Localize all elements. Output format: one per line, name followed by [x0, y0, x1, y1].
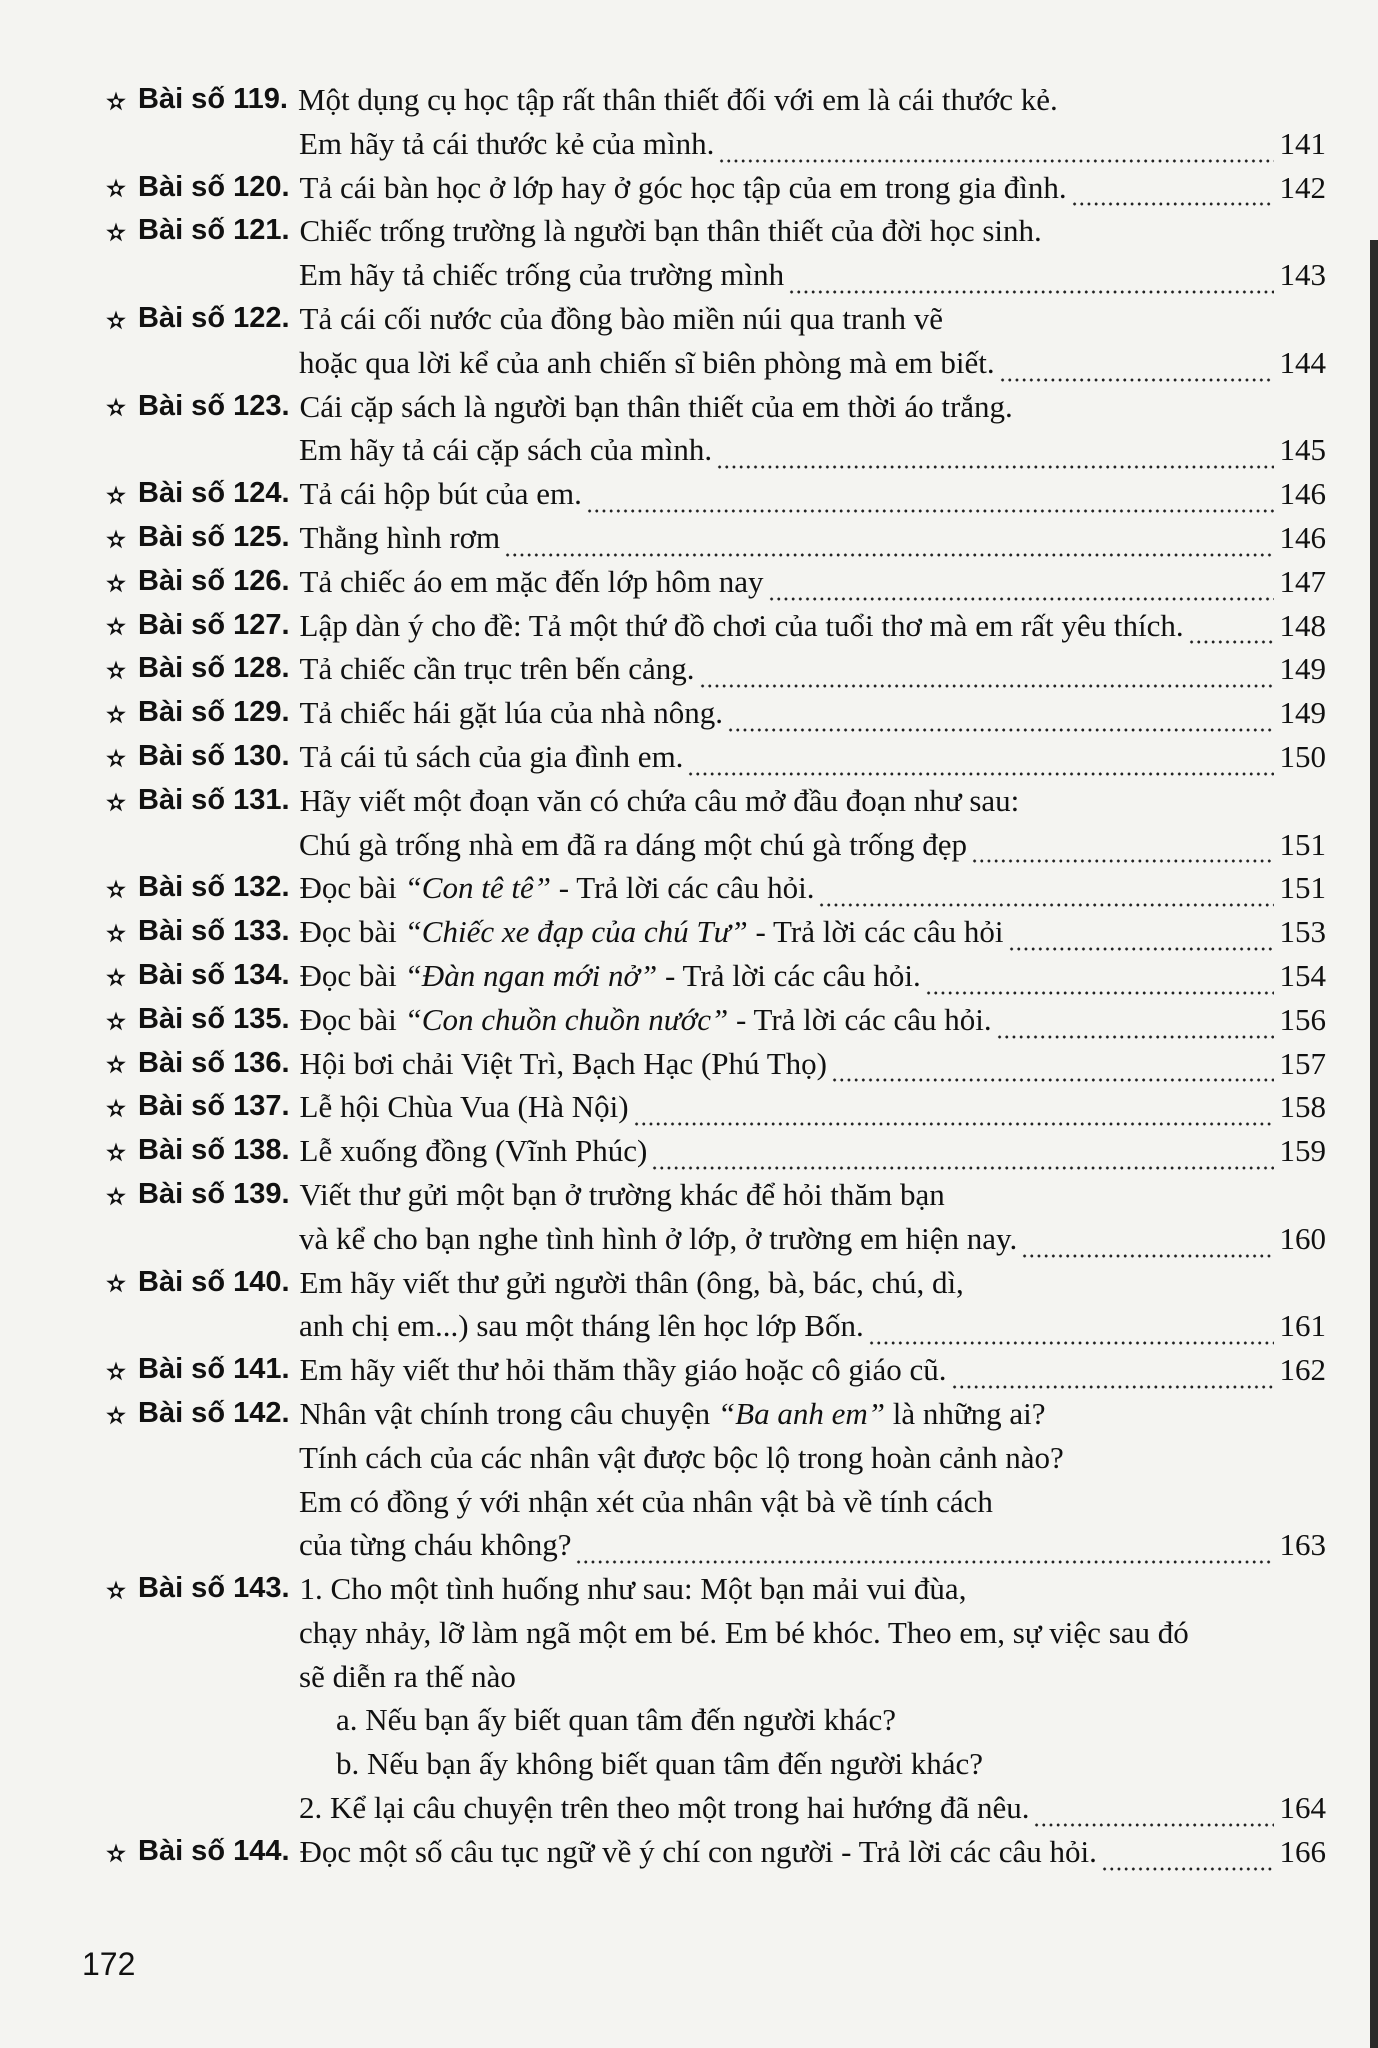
toc-entry-title: Em có đồng ý với nhận xét của nhân vật bà về tính cách	[299, 1483, 993, 1519]
toc-entry-title: Tính cách của các nhân vật được bộc lộ trong hoàn cảnh nào?	[299, 1439, 1064, 1475]
toc-entry-title: Tả cái cối nước của đồng bào miền núi qua tranh vẽ	[299, 300, 944, 336]
toc-entry-title: 1. Cho một tình huống như sau: Một bạn mải vui đùa,	[299, 1571, 967, 1607]
flower-bullet-icon	[104, 703, 128, 727]
dot-leader	[768, 568, 1274, 604]
toc-entry	[104, 166, 1326, 210]
toc-line	[104, 1742, 1326, 1786]
toc-line	[104, 1611, 1326, 1655]
toc-entry	[104, 1173, 1326, 1261]
toc-line	[104, 1480, 1326, 1524]
toc-entry-title: Em hãy tả cái thước kẻ của mình.	[299, 125, 715, 161]
toc-entry-label: Bài số 132.	[138, 871, 290, 904]
toc-entry-label: Bài số 120.	[138, 170, 290, 203]
toc-entry	[104, 1261, 1326, 1349]
toc-entry	[104, 472, 1326, 516]
toc-entry-title: Nhân vật chính trong câu chuyện “Ba anh em” là những ai?	[299, 1395, 1046, 1431]
dot-leader	[1101, 1838, 1274, 1874]
toc-page-number: 161	[1279, 1308, 1326, 1344]
page-number: 172	[82, 1946, 136, 1982]
toc-line	[104, 78, 1326, 122]
toc-entry	[104, 604, 1326, 648]
toc-line	[104, 385, 1326, 429]
toc-line	[104, 1567, 1326, 1611]
toc-entry-label: Bài số 143.	[138, 1572, 290, 1605]
toc-line	[104, 866, 1326, 910]
dot-leader	[716, 436, 1274, 472]
toc-entry-title: chạy nhảy, lỡ làm ngã một em bé. Em bé khóc. Theo em, sự việc sau đó	[299, 1614, 1189, 1650]
toc-entry-label: Bài số 129.	[138, 696, 290, 729]
toc-entry-title: Đọc bài “Con chuồn chuồn nước” - Trả lời các câu hỏi.	[299, 1001, 992, 1037]
dot-leader	[504, 524, 1274, 560]
flower-bullet-icon	[104, 1842, 128, 1866]
toc-entry-label: Bài số 131.	[138, 783, 290, 816]
toc-line	[104, 823, 1326, 867]
toc-entry-label: Bài số 126.	[138, 564, 290, 597]
toc-entry-title: Cái cặp sách là người bạn thân thiết của em thời áo trắng.	[299, 388, 1013, 424]
toc-line	[104, 1348, 1326, 1392]
flower-bullet-icon	[104, 1185, 128, 1209]
toc-entry-title: Hội bơi chải Việt Trì, Bạch Hạc (Phú Thọ)	[299, 1045, 827, 1081]
dot-leader	[788, 261, 1274, 297]
flower-bullet-icon	[104, 659, 128, 683]
toc-entry	[104, 735, 1326, 779]
dot-leader	[727, 699, 1274, 735]
flower-bullet-icon	[104, 791, 128, 815]
toc-entry	[104, 385, 1326, 473]
toc-entry	[104, 209, 1326, 297]
toc-entry-label: Bài số 134.	[138, 958, 290, 991]
dot-leader	[831, 1049, 1274, 1085]
toc-line	[104, 472, 1326, 516]
flower-bullet-icon	[104, 484, 128, 508]
toc-entry-label: Bài số 137.	[138, 1090, 290, 1123]
toc-line	[104, 691, 1326, 735]
toc-line	[104, 1786, 1326, 1830]
toc-line	[104, 1392, 1326, 1436]
toc-entry-title: của từng cháu không?	[299, 1527, 572, 1563]
dot-leader	[971, 830, 1274, 866]
toc-entry-title: sẽ diễn ra thế nào	[299, 1658, 516, 1694]
toc-entry-title: 2. Kể lại câu chuyện trên theo một trong hai hướng đã nêu.	[299, 1790, 1030, 1826]
toc-line	[104, 341, 1326, 385]
toc-line	[104, 1217, 1326, 1261]
toc-page-number: 153	[1279, 914, 1326, 950]
flower-bullet-icon	[104, 1053, 128, 1077]
toc-page-number: 150	[1279, 738, 1326, 774]
toc-entry	[104, 1042, 1326, 1086]
flower-bullet-icon	[104, 1579, 128, 1603]
toc-entry	[104, 998, 1326, 1042]
dot-leader	[651, 1137, 1274, 1173]
toc-entry-title: Tả chiếc áo em mặc đến lớp hôm nay	[299, 563, 764, 599]
toc-entry-title: Tả chiếc hái gặt lúa của nhà nông.	[299, 695, 724, 731]
toc-entry	[104, 560, 1326, 604]
flower-bullet-icon	[104, 90, 128, 114]
toc-line	[104, 1830, 1326, 1874]
toc-entry-title: Em hãy tả chiếc trống của trường mình	[299, 257, 785, 293]
toc-line	[104, 1042, 1326, 1086]
toc-page-number: 164	[1279, 1790, 1326, 1826]
toc-line	[104, 428, 1326, 472]
toc-entry-title: Tả cái tủ sách của gia đình em.	[299, 738, 684, 774]
toc-entry	[104, 647, 1326, 691]
toc-page-number: 166	[1279, 1833, 1326, 1869]
toc-line	[104, 560, 1326, 604]
flower-bullet-icon	[104, 878, 128, 902]
toc-entry-label: Bài số 125.	[138, 520, 290, 553]
toc-entry-title: a. Nếu bạn ấy biết quan tâm đến người khác?	[336, 1702, 896, 1738]
toc-page-number: 149	[1279, 651, 1326, 687]
flower-bullet-icon	[104, 177, 128, 201]
toc-entry-title: và kể cho bạn nghe tình hình ở lớp, ở trường em hiện nay.	[299, 1220, 1018, 1256]
toc-page-number: 142	[1279, 169, 1326, 205]
toc-page-number: 144	[1279, 344, 1326, 380]
toc-line	[104, 604, 1326, 648]
toc-page-number: 157	[1279, 1045, 1326, 1081]
dot-leader	[586, 480, 1274, 516]
dot-leader	[575, 1531, 1274, 1567]
flower-bullet-icon	[104, 615, 128, 639]
flower-bullet-icon	[104, 966, 128, 990]
toc-entry-title: hoặc qua lời kể của anh chiến sĩ biên phòng mà em biết.	[299, 344, 995, 380]
toc-page-number: 151	[1279, 870, 1326, 906]
toc-entry	[104, 78, 1326, 166]
toc-page-number: 146	[1279, 519, 1326, 555]
flower-bullet-icon	[104, 1404, 128, 1428]
toc-entry-label: Bài số 138.	[138, 1134, 290, 1167]
dot-leader	[868, 1312, 1274, 1348]
toc-entry-label: Bài số 124.	[138, 477, 290, 510]
toc-page-number: 147	[1279, 563, 1326, 599]
toc-page-number: 158	[1279, 1089, 1326, 1125]
toc-line	[104, 209, 1326, 253]
toc-entry	[104, 691, 1326, 735]
toc-entry	[104, 866, 1326, 910]
dot-leader	[1008, 918, 1274, 954]
toc-page-number: 148	[1279, 607, 1326, 643]
toc-entry	[104, 1348, 1326, 1392]
flower-bullet-icon	[104, 572, 128, 596]
toc-entry-label: Bài số 122.	[138, 301, 290, 334]
flower-bullet-icon	[104, 221, 128, 245]
toc-entry-title: Chiếc trống trường là người bạn thân thiết của đời học sinh.	[299, 213, 1042, 249]
toc-page-number: 149	[1279, 695, 1326, 731]
dot-leader	[687, 743, 1274, 779]
toc-entry-title: Một dụng cụ học tập rất thân thiết đối với em là cái thước kẻ.	[297, 82, 1058, 117]
toc-entry	[104, 297, 1326, 385]
toc-entry-title: Đọc bài “Đàn ngan mới nở” - Trả lời các câu hỏi.	[299, 957, 921, 993]
toc-entry-title: Lễ xuống đồng (Vĩnh Phúc)	[299, 1133, 648, 1169]
flower-bullet-icon	[104, 1141, 128, 1165]
toc-entry-label: Bài số 123.	[138, 389, 290, 422]
toc-entry-title: Hãy viết một đoạn văn có chứa câu mở đầu đoạn như sau:	[299, 782, 1020, 818]
dot-leader	[996, 1006, 1274, 1042]
toc-line	[104, 1304, 1326, 1348]
flower-bullet-icon	[104, 747, 128, 771]
toc-line	[104, 253, 1326, 297]
toc-entry	[104, 779, 1326, 867]
toc-entry-label: Bài số 136.	[138, 1046, 290, 1079]
toc-line	[104, 998, 1326, 1042]
toc-page-number: 146	[1279, 476, 1326, 512]
toc-line	[104, 166, 1326, 210]
toc-entry-title: Em hãy viết thư gửi người thân (ông, bà, bác, chú, dì,	[299, 1264, 964, 1300]
dot-leader	[633, 1093, 1274, 1129]
dot-leader	[1188, 611, 1274, 647]
dot-leader	[818, 874, 1274, 910]
toc-entry-label: Bài số 144.	[138, 1834, 290, 1867]
toc-page-number: 154	[1279, 957, 1326, 993]
toc-entry-label: Bài số 139.	[138, 1177, 290, 1210]
toc-entry	[104, 516, 1326, 560]
toc-entry-title: Em hãy viết thư hỏi thăm thầy giáo hoặc cô giáo cũ.	[299, 1352, 947, 1388]
toc-entry-label: Bài số 135.	[138, 1002, 290, 1035]
toc-entry-label: Bài số 119.	[138, 83, 288, 115]
toc-entry	[104, 1392, 1326, 1567]
toc-line	[104, 779, 1326, 823]
toc-line	[104, 1261, 1326, 1305]
flower-bullet-icon	[104, 922, 128, 946]
toc-entry-title: Em hãy tả cái cặp sách của mình.	[299, 432, 713, 468]
flower-bullet-icon	[104, 1272, 128, 1296]
flower-bullet-icon	[104, 309, 128, 333]
toc-page-number: 160	[1279, 1220, 1326, 1256]
toc-entry-title: Đọc bài “Chiếc xe đạp của chú Tư” - Trả lời các câu hỏi	[299, 914, 1004, 950]
toc-entry-title: b. Nếu bạn ấy không biết quan tâm đến người khác?	[336, 1746, 983, 1782]
toc-entry-title: Đọc bài “Con tê tê” - Trả lời các câu hỏi.	[299, 870, 815, 906]
toc-entry-label: Bài số 128.	[138, 652, 290, 685]
flower-bullet-icon	[104, 396, 128, 420]
toc-entry	[104, 1129, 1326, 1173]
toc-entry	[104, 910, 1326, 954]
dot-leader	[699, 655, 1274, 691]
toc-entry-title: Tả cái hộp bút của em.	[299, 476, 582, 512]
toc-entry-label: Bài số 130.	[138, 739, 290, 772]
toc-entry-title: Viết thư gửi một bạn ở trường khác để hỏi thăm bạn	[299, 1176, 945, 1212]
toc-entry-label: Bài số 121.	[138, 214, 290, 247]
dot-leader	[1021, 1225, 1274, 1261]
toc-entry-label: Bài số 133.	[138, 915, 290, 948]
toc-line	[104, 647, 1326, 691]
flower-bullet-icon	[104, 1360, 128, 1384]
toc-entry-label: Bài số 140.	[138, 1265, 290, 1298]
toc-line	[104, 1655, 1326, 1699]
toc-entry	[104, 954, 1326, 998]
toc-line	[104, 1085, 1326, 1129]
toc-line	[104, 1523, 1326, 1567]
flower-bullet-icon	[104, 1010, 128, 1034]
toc-entry-label: Bài số 142.	[138, 1396, 290, 1429]
toc-entry-title: Lễ hội Chùa Vua (Hà Nội)	[299, 1089, 629, 1125]
toc-page-number: 145	[1279, 432, 1326, 468]
toc-entry-title: Đọc một số câu tục ngữ về ý chí con người - Trả lời các câu hỏi.	[299, 1833, 1097, 1869]
toc-page-number: 162	[1279, 1352, 1326, 1388]
toc-page-number: 163	[1279, 1527, 1326, 1563]
toc-entry-label: Bài số 141.	[138, 1353, 290, 1386]
toc-line	[104, 297, 1326, 341]
toc-page-number: 141	[1279, 125, 1326, 161]
dot-leader	[999, 349, 1274, 385]
toc-entry-title: Lập dàn ý cho đề: Tả một thứ đồ chơi của tuổi thơ mà em rất yêu thích.	[299, 607, 1184, 643]
toc-entry-title: Chú gà trống nhà em đã ra dáng một chú gà trống đẹp	[299, 826, 968, 862]
toc-line	[104, 735, 1326, 779]
toc-page-number: 156	[1279, 1001, 1326, 1037]
toc-line	[104, 122, 1326, 166]
toc-line	[104, 1698, 1326, 1742]
dot-leader	[718, 130, 1274, 166]
toc-line	[104, 516, 1326, 560]
toc-entry	[104, 1085, 1326, 1129]
dot-leader	[1033, 1794, 1274, 1830]
dot-leader	[951, 1356, 1275, 1392]
toc-entry-title: Tả cái bàn học ở lớp hay ở góc học tập của em trong gia đình.	[299, 169, 1067, 205]
toc-entry-title: anh chị em...) sau một tháng lên học lớp Bốn.	[299, 1308, 864, 1344]
toc-line	[104, 954, 1326, 998]
dot-leader	[1071, 173, 1274, 209]
toc-entry-title: Thằng hình rơm	[299, 519, 501, 555]
flower-bullet-icon	[104, 1097, 128, 1121]
toc-line	[104, 910, 1326, 954]
toc-entry	[104, 1830, 1326, 1874]
toc-entry	[104, 1567, 1326, 1830]
table-of-contents	[104, 78, 1326, 1874]
toc-line	[104, 1173, 1326, 1217]
toc-page-number: 151	[1279, 826, 1326, 862]
dot-leader	[925, 962, 1274, 998]
toc-entry-title: Tả chiếc cần trục trên bến cảng.	[299, 651, 695, 687]
page-edge-shadow	[1370, 240, 1378, 2048]
toc-entry-label: Bài số 127.	[138, 608, 290, 641]
toc-line	[104, 1129, 1326, 1173]
toc-page-number: 143	[1279, 257, 1326, 293]
toc-page-number: 159	[1279, 1133, 1326, 1169]
toc-line	[104, 1436, 1326, 1480]
flower-bullet-icon	[104, 528, 128, 552]
